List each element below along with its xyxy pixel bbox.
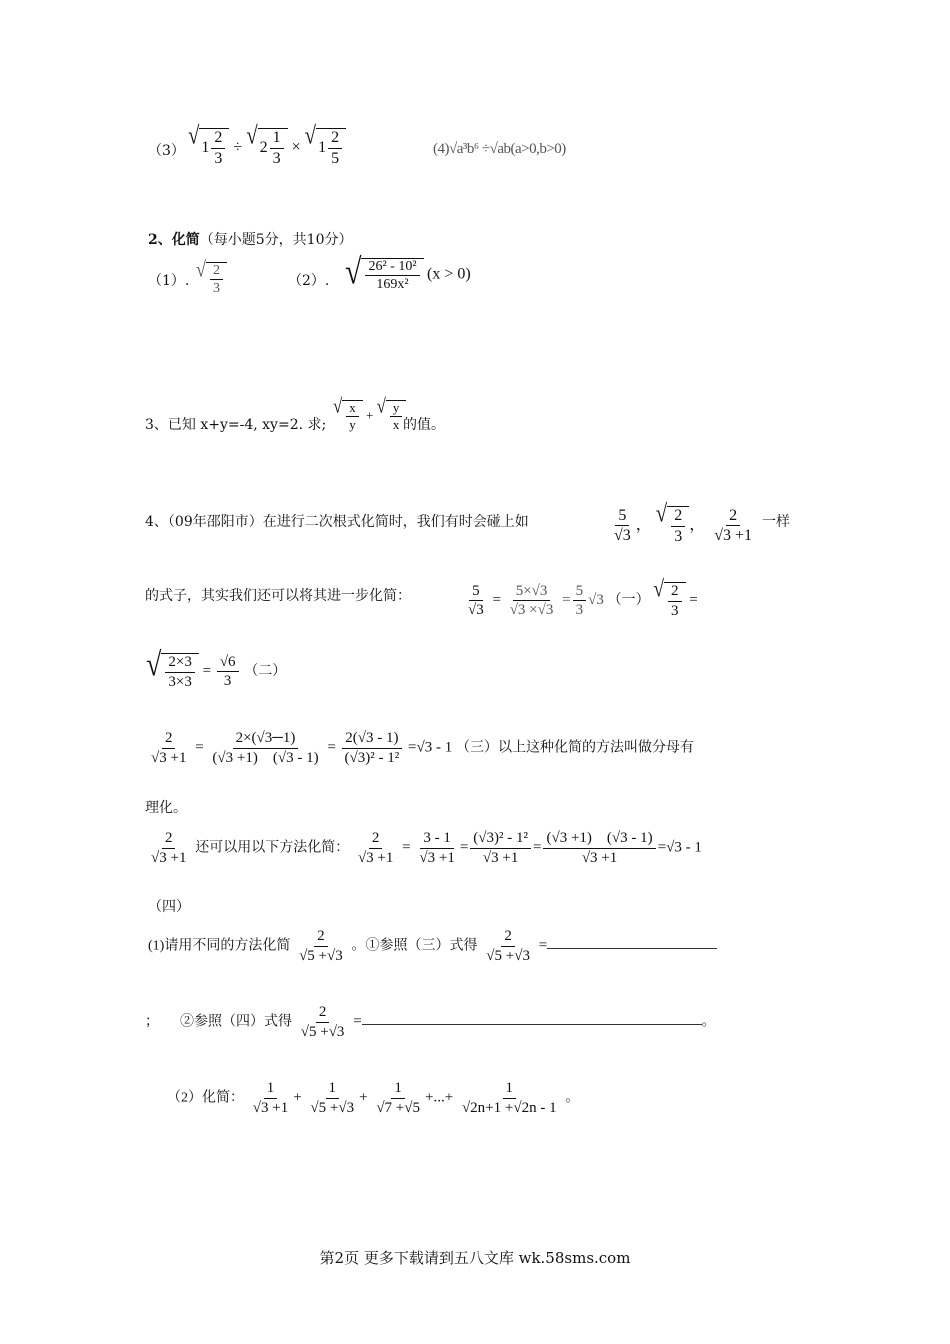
q4-part2: （2）化简： $\frac{1}{√3 +1}$ + $\frac{1}{√5 +√3}$ + $\frac{1}{√7 +√5}$ +...+ $\frac{1}{√2n+1 +√2n - 1}$ 。	[167, 1080, 580, 1116]
q2-heading: 2、化简（每小题5分，共10分）	[148, 232, 353, 248]
q4-method3: $\frac{2}{√3 +1}$ = $\frac{2\times(√3─1)}{(√3 +1) (√3 - 1)}$ = $\frac{2(√3 - 1)}{\text{(√3)² - 1²}}$ =√3 - 1 （三）以上这种化简的方法叫做分母有	[151, 730, 694, 766]
q3-prefix: 3、已知 x+y=-4, xy=2. 求;	[145, 417, 327, 433]
q2-p2-label: （2）.	[288, 273, 330, 289]
answer-blank-1	[547, 934, 717, 949]
q2-p2-expression: √ $\frac{\text{26² - 10²}}{\text{169x²}}$ (x > 0)	[345, 252, 471, 293]
q3-expression: √ $\frac{x}{y}$ + √ $\frac{y}{x}$	[333, 400, 406, 433]
q1-3-label: （3）	[148, 143, 185, 159]
q2-p1-expression: √ $\frac{2}{3}$	[196, 262, 227, 297]
q4-part1b: ； ②参照（四）式得 $\frac{2}{√5 +√3}$ = 。	[145, 1004, 716, 1040]
answer-blank-2	[362, 1010, 702, 1025]
q4-intro-end: 一样	[762, 514, 790, 530]
q4-part1: (1)请用不同的方法化简 $\frac{2}{√5 +√3}$ 。①参照（三）式得 $\frac{2}{√5 +√3}$ =	[148, 928, 717, 964]
q1-4-expression: (4)√a³b⁶ ÷√ab(a>0,b>0)	[433, 141, 566, 157]
q4-tag4: （四）	[148, 899, 190, 915]
q2-p1-label: （1）.	[148, 273, 190, 289]
q4-method4: $\frac{2}{√3 +1}$ 还可以用以下方法化简： $\frac{2}{√3 +1}$ = $\frac{3 - 1}{√3 +1}$ = $\frac{\text{(√3)² - 1²}}{√3 +1}$ = $\frac{(√3 +1) (√3 - 1)}{√3 +1}$ =√3 - 1	[151, 830, 702, 866]
q4-examples: $\frac{5}{√3}$ ， √ $\frac{2}{3}$ ， $\frac{2}{√3 +1}$	[614, 499, 753, 545]
q4-intro: 4、（09年邵阳市）在进行二次根式化简时，我们有时会碰上如	[145, 514, 529, 530]
q3-suffix: 的值。	[403, 417, 445, 433]
q4-method1: $\frac{5}{√3}$ = $\frac{5\times√3}{√3 \times√3}$ = $\frac{5}{3}$ √3 （一） √ $\frac{2}{3}$ =	[468, 577, 698, 619]
q4-line2: 的式子，其实我们还可以将其进一步化简：	[145, 588, 411, 604]
q4-method2: √ $\frac{2\times 3}{3\times 3}$ = $\frac{√6}{3}$ （二）	[146, 646, 287, 690]
q4-line5: 理化。	[145, 800, 187, 816]
q1-3-expression: √ 1 $\frac{2}{3}$ ÷ √ 2 $\frac{1}{3}$ × √ 1 $\frac{2}{5}$	[188, 128, 346, 167]
page-footer: 第2页 更多下载请到五八文库 wk.58sms.com	[319, 1249, 631, 1267]
